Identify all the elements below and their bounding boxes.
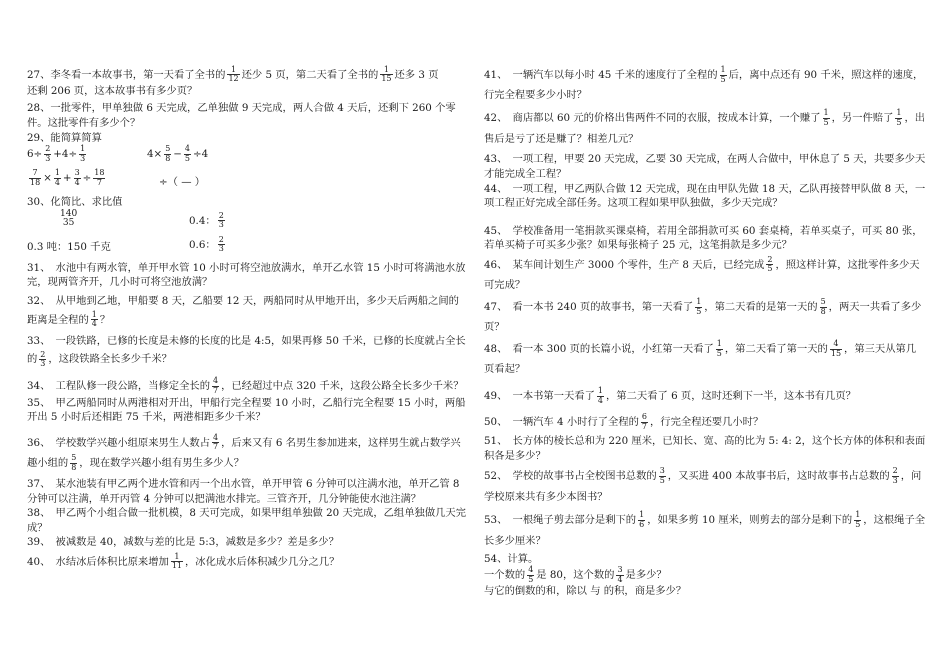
ratio-4: 0.6： $\frac{2}{3}$ <box>189 234 224 254</box>
fraction: $\frac{1}{15}$ <box>381 65 392 84</box>
question-36: 36、 学校数学兴趣小组原来男生人数占 $\frac{4}{7}$ ，后来又有 6 名男生参加进来，这样男生就占数学兴趣小组的 $\frac{5}{8}$ ，现在数学兴趣小组有男生多少人？ <box>27 432 461 472</box>
question-37: 37、 某水池装有甲乙两个进水管和丙一个出水管，单开甲管 6 分钟可以注满水池，单开乙管 8 分钟可以注满，单开丙管 4 分钟可以把满池水排完。三管齐开，几分钟能使水池注满？ <box>27 477 460 505</box>
question-34: 34、 工程队修一段公路，当修定全长的 $\frac{4}{7}$ ，已经超过中点 320 千米，这段公路全长多少千米？ <box>27 376 464 395</box>
expression-row-2 <box>27 169 469 195</box>
question-53: 53、 一根绳子剪去部分是剩下的 $\frac{1}{6}$ ，如果多剪 10 厘米，则剪去的部分是剩下的 $\frac{1}{5}$ ，这根绳子全长多少厘米？ <box>484 510 926 547</box>
right-column <box>484 66 926 599</box>
question-41: 41、 一辆汽车以每小时 45 千米的速度行了全程的 $\frac{1}{5}$ 后，离中点还有 90 千米，照这样的速度，行完全程要多少小时？ <box>484 65 924 101</box>
question-48: 48、 看一本 300 页的长篇小说，小红第一天看了 $\frac{1}{5}$ ，第二天看了第一天的 $\frac{4}{15}$ ，第三天从第几页看起？ <box>484 339 917 375</box>
ratio-2: 0.4： $\frac{2}{3}$ <box>189 210 224 230</box>
question-50: 50、 一辆汽车 4 小时行了全程的 $\frac{6}{7}$ ，行完全程还要几小时？ <box>484 412 764 431</box>
question-28: 28、一批零件，甲单独做 6 天完成，乙单独做 9 天完成，两人合做 4 天后，还剩下 260 个零件。这批零件有多少个？ <box>27 102 456 129</box>
ratio-3: 0.3 吨：150 千克 <box>27 240 111 253</box>
question-39: 39、 被减数是 40，减数与差的比是 5:3，减数是多少？差是多少？ <box>27 536 339 549</box>
question-32: 32、 从甲地到乙地，甲船要 8 天，乙船要 12 天，两船同时从甲地开出，多少天后两船之间的距离是全程的 $\frac{1}{4}$ ？ <box>27 295 459 328</box>
question-30: 30、化简比、求比值 <box>27 196 123 209</box>
question-54-part-a: 一个数的 $\frac{4}{5}$ 是 80，这个数的 $\frac{3}{4}$ 是多少？ <box>484 565 667 584</box>
question-33: 33、 一段铁路，已修的长度是未修的长度的比是 4:5，如果再修 50 千米，已修的长度就占全长的 $\frac{2}{3}$ ，这段铁路全长多少千米？ <box>27 334 466 368</box>
question-31: 31、 水池中有两水管，单开甲水管 10 小时可将空池放满水，单开乙水管 15 小时可将满池水放完，现两管齐开，几小时可将空池放满？ <box>27 261 466 289</box>
expression-row-1 <box>27 145 469 165</box>
question-44: 44、 一项工程，甲乙两队合做 12 天完成，现在由甲队先做 18 天，乙队再接替甲队做 8 天，一项工程正好完成全部任务。这项工程如果甲队独做，多少天完成？ <box>484 182 926 210</box>
ratio-row-2 <box>27 236 469 258</box>
left-column <box>27 66 469 571</box>
question-45: 45、 学校准备用一笔捐款买课桌椅，若用全部捐款可买 60 套桌椅，若单买桌子，可买 80 张，若单买椅子可买多少张？如果每张椅子 25 元，这笔捐款是多少元？ <box>484 224 923 252</box>
question-51: 51、 长方体的棱长总和为 220 厘米，已知长、宽、高的比为 5: 4: 2，这个长方体的体积和表面积各是多少？ <box>484 434 926 462</box>
question-52: 52、 学校的故事书占全校图书总数的 $\frac{3}{5}$ ，又买进 400 本故事书后，这时故事书占总数的 $\frac{2}{3}$ ，问学校原来共有多少本图书？ <box>484 466 922 503</box>
question-38: 38、 甲乙两个小组合做一批机模，8 天可完成，如果甲组单独做 20 天完成，乙组单独做几天完成？ <box>27 507 467 534</box>
question-46: 46、 某车间计划生产 3000 个零件，生产 8 天后，已经完成 $\frac{2}{5}$ ，照这样计算，这批零件多少天可完成？ <box>484 255 920 291</box>
expression-4: ÷（ — ） <box>159 176 206 189</box>
ratio-row-1 <box>27 210 469 236</box>
question-29: 29、能简算简算 <box>27 131 102 144</box>
question-35: 35、 甲乙两船同时从两港相对开出，甲船行完全程要 10 小时，乙船行完全程要 15 小时，两船开出 5 小时后还相距 75 千米，两港相距多少千米？ <box>27 396 466 424</box>
question-40: 40、 水结冰后体积比原来增加 $\frac{1}{11}$ ，冰化成水后体积减少几分之几？ <box>27 551 340 571</box>
question-49: 49、 一本书第一天看了 $\frac{1}{4}$ ，第二天看了 6 页，这时还剩下一半，这本书有几页？ <box>484 386 856 405</box>
expression-3: $\frac{7}{18}$ × $\frac{1}{4}$ + $\frac{3}{4}$ ÷ $\frac{18}{7}$ <box>30 168 105 187</box>
ratio-1: 140 35 <box>60 208 78 229</box>
question-54: 54、计算。 <box>484 552 539 565</box>
question-54-part-b: 与它的倒数的和，除以 与 的积，商是多少？ <box>484 584 687 597</box>
question-47: 47、 看一本书 240 页的故事书，第一天看了 $\frac{1}{5}$ ，第二天看的是第一天的 $\frac{5}{8}$ ，两天一共看了多少页？ <box>484 297 922 333</box>
expression-1: 6÷ $\frac{2}{3}$ +4÷ $\frac{1}{3}$ <box>27 144 86 163</box>
question-42: 42、 商店都以 60 元的价格出售两件不同的衣服，按成本计算，一个赚了 $\frac{1}{5}$ ，另一件赔了 $\frac{1}{5}$ ，出售后是亏了还是赚了？相差几元？ <box>484 108 926 145</box>
question-27: 27、李冬看一本故事书，第一天看了全书的 $\frac{1}{12}$ 还少 5 页，第二天看了全书的 $\frac{1}{15}$ 还多 3 页 还剩 206 页，这本故事书有多少页？ <box>27 65 439 97</box>
fraction: $\frac{1}{12}$ <box>228 65 239 84</box>
question-43: 43、 一项工程，甲要 20 天完成，乙要 30 天完成，在两人合做中，甲休息了 5 天，共要多少天才能完成全工程？ <box>484 153 926 180</box>
expression-2: 4× $\frac{5}{8}$ − $\frac{4}{5}$ ÷4 <box>147 144 209 163</box>
